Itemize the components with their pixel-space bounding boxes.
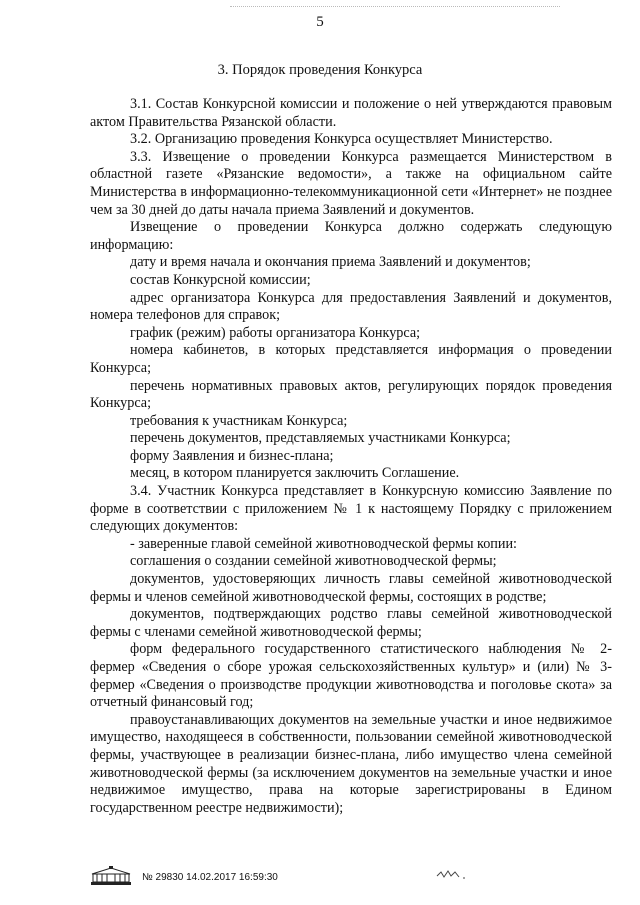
list-item: перечень документов, представляемых участниками Конкурса;	[130, 430, 511, 447]
list-item: форму Заявления и бизнес-плана;	[130, 447, 334, 464]
list-item: требования к участникам Конкурса;	[130, 412, 348, 429]
document-body	[90, 96, 612, 817]
list-item: перечень нормативных правовых актов, регулирующих порядок проведения Конкурса;	[90, 377, 612, 412]
registration-stamp: № 29830 14.02.2017 16:59:30	[142, 872, 278, 883]
government-building-icon	[90, 866, 132, 886]
list-item: адрес организатора Конкурса для предоставления Заявлений и документов, номера телефонов для справок;	[90, 289, 612, 324]
paragraph: 3.4. Участник Конкурса представляет в Конкурсную комиссию Заявление по форме в соответствии с приложением № 1 к настоящему Порядку с приложением следующих документов:	[90, 483, 612, 535]
list-item: номера кабинетов, в которых представляется информация о проведении Конкурса;	[90, 342, 612, 376]
list-item: месяц, в котором планируется заключить Соглашение.	[130, 465, 460, 482]
paragraph: Извещение о проведении Конкурса должно содержать следующую информацию:	[90, 219, 612, 253]
signature-mark	[435, 866, 475, 882]
list-item: - заверенные главой семейной животноводческой фермы копии:	[130, 535, 518, 552]
list-item: дату и время начала и окончания приема Заявлений и документов;	[130, 254, 531, 271]
list-item: соглашения о создании семейной животноводческой фермы;	[130, 553, 497, 570]
header-marks	[230, 6, 560, 10]
section-title: 3. Порядок проведения Конкурса	[217, 62, 423, 78]
list-item: форм федерального государственного статистического наблюдения № 2-фермер «Сведения о сборе урожая сельскохозяйственных культур» и (или) № 3-фермер «Сведения о производстве продукции животноводства и поголовье скота» за отчетный финансовый год;	[90, 641, 612, 711]
list-item: график (режим) работы организатора Конкурса;	[130, 324, 421, 341]
list-item: правоустанавливающих документов на земельные участки и иное недвижимое имущество, находящееся в собственности, пользовании семейной животноводческой фермы, участвующее в реализации бизнес-плана, либо имущество члена семейной животноводческой фермы (за исключением документов на земельные участки и иное недвижимое имущество, права на которые зарегистрированы в Едином государственном реестре недвижимости);	[90, 711, 612, 816]
paragraph: 3.1. Состав Конкурсной комиссии и положение о ней утверждаются правовым актом Правительства Рязанской области.	[90, 96, 612, 130]
list-item: состав Конкурсной комиссии;	[130, 271, 311, 288]
paragraph: 3.2. Организацию проведения Конкурса осуществляет Министерство.	[130, 131, 553, 148]
paragraph: 3.3. Извещение о проведении Конкурса размещается Министерством в областной газете «Рязанские ведомости», а также на официальном сайте Министерства в информационно-телекоммуникационной сети «Интернет» не позднее чем за 30 дней до даты начала приема Заявлений и документов.	[90, 148, 612, 218]
list-item: документов, подтверждающих родство главы семейной животноводческой фермы с членами семейной животноводческой фермы;	[90, 606, 612, 640]
document-footer	[90, 866, 630, 888]
page-number: 5	[316, 14, 324, 30]
list-item: документов, удостоверяющих личность главы семейной животноводческой фермы и членов семейной животноводческой фермы, состоящих в родстве;	[90, 571, 612, 605]
